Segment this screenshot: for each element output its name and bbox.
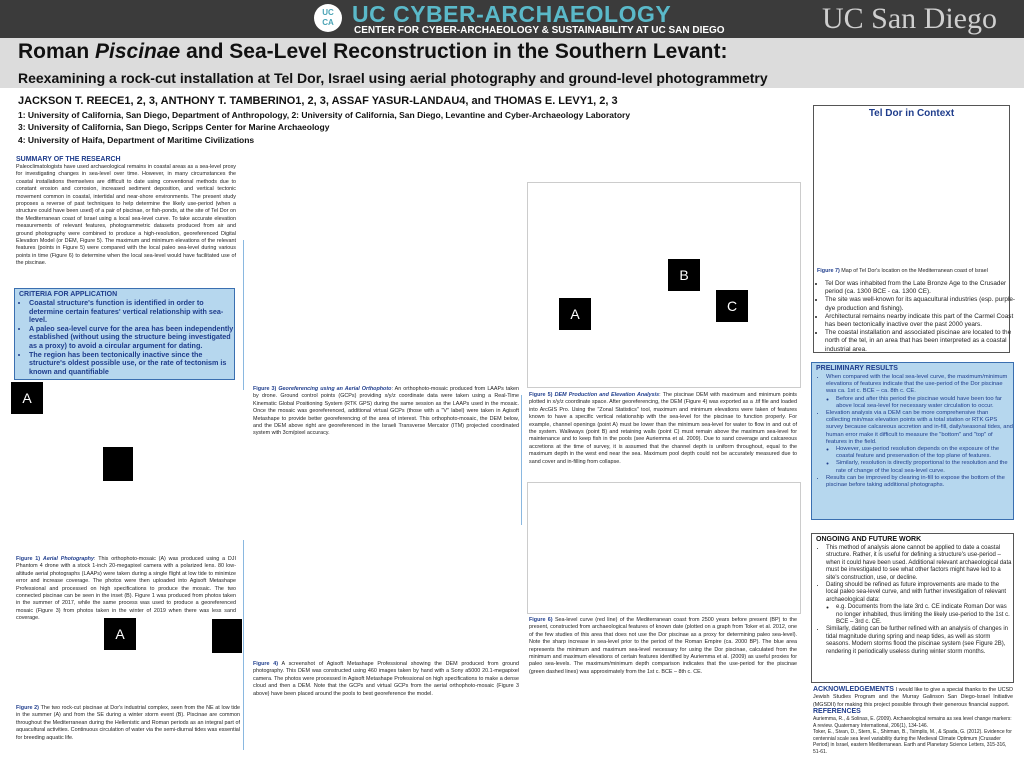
poster-subtitle: Reexamining a rock-cut installation at Tel Dor, Israel using aerial photography and ground-level photogrammetry <box>18 70 768 86</box>
fig1-label-a: A <box>11 382 43 414</box>
affiliation-1: 1: University of California, San Diego, Department of Anthropology, 2: University of California, San Diego, Levantine and Cyber-Archaeology Laboratory <box>18 110 631 120</box>
fig2-label-a: A <box>104 618 136 650</box>
fig4-caption: Figure 4) A screenshot of Agisoft Metashape Professional showing the DEM produced from ground photography. This DEM was constructed using 460 images taken by hand with a Sony a5000 20.1-megapixel camera. The photos were processed in Agisoft Metashape Professional on high specifications to make a dense cloud and then a DEM. Note that the GCPs and virtual GCPs from the aerial orthophoto-mosaic (Figure 3 above) have been placed around the pools to best georeference the model. <box>253 661 520 697</box>
prelim-list <box>812 374 1013 489</box>
references-list <box>813 716 1013 756</box>
context-bullet: • Architectural remains nearby indicate this part of the Carmel Coast has been tectonically inactive over the past 2000 years. <box>825 313 1017 329</box>
fig3-caption: Figure 3) Georeferencing using an Aerial Orthophoto: An orthophoto-mosaic produced from LAAPs taken by drone. Ground control points (GCPs) providing x/y/z coordinate data were taken using a Real-Time Kinematic Global Positioning System (RTK GPS) during the same session as the LAAPs used in the mosaic. Once the mosaic was georeferenced, additional virtual GCPs (those with a "V" label) were taken in Agisoft Metashape to provide better georeferencing of the area of interest. This orthophoto-mosaic, the DEM below, and the DEM above right are georeferenced in the Israeli Transverse Mercator (ITM) projected coordinated system with 3cm/pixel accuracy. <box>253 386 520 437</box>
fig5-point-b: B <box>668 259 700 291</box>
context-list <box>813 280 1017 354</box>
ongoing-bullet: • Similarly, dating can be further refined with an analysis of changes in tidal magnitude during spring and neap tides, as well as storm seasons. Modern storms flood the piscinae system (see Figure 2B), rendering it periodically useless during winter storm months. <box>826 626 1013 656</box>
fig5-point-a: A <box>559 298 591 330</box>
column-divider <box>243 240 244 390</box>
prelim-bullet: • Results can be improved by clearing in-fill to expose the bottom of the piscinae before taking additional photographs. <box>826 475 1013 489</box>
fig5-caption: Figure 5) DEM Production and Elevation Analysis: The piscinae DEM with maximum and minimum points plotted in x/y/z coordinate space. After georeferencing, the DEM (Figure 4) was exported as a .tif file and loaded into ArcGIS Pro. Using the "Zonal Statistics" tool, maximum and minimum elevations were taken of features known to have a specific vertical relationship with the sea-level for the piscinae to function properly. For example, channel openings (point A) must be lower than the minimum sea-level for water to flow in and out of the system. Walkways (point B) and retaining walls (point C) must remain above the maximum sea-level for maintenance and to keep fish in the pools (see Auriemma et al. 2009). Due to sand coverage and calcareous accretions at the time of survey, it is assumed that the channel depth is uniform throughout, equal to the maximum depth in the west end near the sea. Maximum pool depth could not be accurately measured due to sand cover and in-filling from collapse. <box>529 392 797 465</box>
prelim-subbullet: ◦ Similarly, resolution is directly proportional to the resolution and the rate of change of the local sea-level curve. <box>836 460 1013 474</box>
prelim-subbullet: ◦ However, use-period resolution depends on the exposure of the coastal feature and preservation of the top plane of features. <box>836 446 1013 460</box>
fig2-caption: Figure 2) The two rock-cut piscinae at Dor's industrial complex, seen from the NE at low tide in the summer (A) and from the SE during a winter storm event (B). Piscinae are common throughout the Mediterranean during the Hellenistic and Roman periods as an integral part of aquacultural activities. Continuous circulation of water via the semi-diurnal tides was essential for breeding aquatic life. <box>16 705 241 741</box>
ongoing-bullet: • This method of analysis alone cannot be applied to date a coastal structure. Rather, it is useful for defining a structure's use-period – when it could have been used. Additional relevant archaeological data must be investigated to see what other factors might have led to a site's construction, use, or decline. <box>826 545 1013 582</box>
fig1-caption: Figure 1) Aerial Photography: This orthophoto-mosaic (A) was produced using a DJI Phantom 4 drone with a stock 1-inch 20-megapixel camera with a polarized lens. 80 low-altitude aerial photographs (LAAPs) were taken during a single flight at low tide to minimize error and increase coverage. The photos were then uploaded into Agisoft Metashape Professional and processed on high specifications to produce the mosaic. The two connected piscinae can be seen in the inset (B). Figure 1 was produced from photos taken in the summer of 2017, while the same process was used to produce a georeferenced mosaic (Figure 3) from photos taken in the winter of 2019 when there was less sand coverage. <box>16 556 236 622</box>
criteria-item: • Coastal structure's function is identified in order to determine certain features' vertical relationship with sea-level. <box>29 299 234 325</box>
context-bullet: • Tel Dor was inhabited from the Late Bronze Age to the Crusader period (ca. 1300 BCE - ca. 1300 CE). <box>825 280 1017 296</box>
criteria-list <box>15 299 234 376</box>
fig6-sea-level-graph <box>527 482 801 614</box>
fig2-label-b <box>212 619 242 653</box>
summary-text: Paleoclimatologists have used archaeological remains in coastal areas as a sea-level proxy for investigating changes in sea-level over time. However, in many circumstances the coastal installations themselves are difficult to date using conventional methods due to constant erosion and corrosion, increased sediment deposition, and vertical tectonic movement common in coastal, intertidal and near-shore environments. The present study proposes a reverse of past techniques to help determine the likely use-period (when a structure could have been used) of a pair of piscinae, or fish-ponds, at the site of Tel Dor on the Mediterranean coast of Israel using a local sea-level curve. To take accurate elevation measurements of relevant features, photogrammetric datasets produced from air and ground photography were combined to produce a high-resolution, georeferenced Digital Elevation Model (or DEM, Figure 5). The maximum and minimum elevations of the relevant features (points in Figure 5) were compared with the local paleo sea-level during various points in time (Figure 6) to determine when the local sea-level would have facilitated use of the piscinae. <box>16 164 236 267</box>
prelim-subbullet: ◦ Before and after this period the piscinae would have been too far above local sea-level for necessary water circulation to occur. <box>836 396 1013 410</box>
context-heading: Tel Dor in Context <box>868 108 955 119</box>
column-divider <box>243 540 244 750</box>
fig5-dem-image <box>527 182 801 388</box>
references-heading: REFERENCES <box>813 708 861 715</box>
authors-line: JACKSON T. REECE1, 2, 3, ANTHONY T. TAMBERINO1, 2, 3, ASSAF YASUR-LANDAU4, and THOMAS E. LEVY1, 2, 3 <box>18 95 618 107</box>
poster-title: Roman Piscinae and Sea-Level Reconstruction in the Southern Levant: <box>18 40 728 63</box>
ongoing-subbullet: ◦ e.g. Documents from the late 3rd c. CE indicate Roman Dor was no longer inhabited, thus limiting the likely use-period to the 1st c. BCE – 3rd c. CE. <box>836 604 1013 626</box>
ongoing-list <box>812 545 1013 656</box>
fig5-point-c: C <box>716 290 748 322</box>
reference-item: Auriemma, R., & Solinas, E. (2009). Archaeological remains as sea level change markers: A review. Quaternary International, 206(1), 134-146. <box>813 716 1012 729</box>
ack-heading: ACKNOWLEDGEMENTS <box>813 686 894 693</box>
column-divider <box>521 395 522 525</box>
org-subtitle: CENTER FOR CYBER-ARCHAEOLOGY & SUSTAINABILITY AT UC SAN DIEGO <box>354 25 725 36</box>
context-bullet: • The site was well-known for its aquacultural industries (esp. purple-dye production and fishing). <box>825 296 1017 312</box>
reference-item: Toker, E., Sivan, D., Stern, E., Shirman, B., Tsimplis, M., & Spada, G. (2012). Evidence for centennial scale sea level variability during the Medieval Climate Optimum (Crusader Period) in Israel, eastern Mediterranean. Earth and Planetary Science Letters, 315-316, 51-61. <box>813 729 1012 755</box>
org-title: UC CYBER-ARCHAEOLOGY <box>352 1 672 27</box>
preliminary-results-box <box>811 362 1014 520</box>
ongoing-bullet: • Dating should be refined as future improvements are made to the local paleo sea-level curve, and with further investigation of relevant archaeological data: ◦ e.g. Documents from the late 3rd c. CE indicate Roman Dor was no longer inhabited, thus limiting the likely use-period to the 1st c. BCE – 3rd c. CE. <box>826 582 1013 626</box>
fig6-caption: Figure 6) Sea-level curve (red line) of the Mediterranean coast from 2500 years before present (BP) to the present, constructed from archaeological features of known date (plotted on a graph from Toker et al. 2012, one of the few studies of this area that does not use the Dor piscinae as a proxy for determining paleo sea-level). Note the sharp increase in sea-level prior to the period of the Roman Empire (ca. 2000 BP). The blue area represents the minimum and maximum sea-level necessary for using the Dor piscinae, calculated from the minimum and maximum elevations of certain features identified by Auriemma et al. (2009) as useful proxies for paleo sea-levels. The maximum/minimum depth comparison indicates that the use-period for the piscinae (green dashed lines) was approximately from the 1st c. BCE – 8th c. CE. <box>529 617 798 675</box>
criteria-box <box>14 288 235 380</box>
fig1-inset-b <box>103 447 133 481</box>
prelim-bullet: • When compared with the local sea-level curve, the maximum/minimum elevations of features indicate that the use-period of the Dor piscinae was ca. 1st c. BCE – ca. 8th c. CE. ◦ Before and after this period the piscinae would have been too far above local sea-level for necessary water circulation to occur. <box>826 374 1013 410</box>
ongoing-work-box <box>811 533 1014 683</box>
summary-heading: SUMMARY OF THE RESEARCH <box>16 156 121 163</box>
acknowledgements: ACKNOWLEDGEMENTS I would like to give a special thanks to the UCSD Jewish Studies Program and the Murray Galinson San Diego-Israel Initiative (MGSDII) for making this project possible through their generous financial support. <box>813 686 1013 708</box>
uc-ca-logo-text: UC CA <box>322 8 334 27</box>
ongoing-heading: ONGOING AND FUTURE WORK <box>816 536 922 543</box>
affiliation-3: 4: University of Haifa, Department of Maritime Civilizations <box>18 135 255 145</box>
affiliation-2: 3: University of California, San Diego, Scripps Center for Marine Archaeology <box>18 122 330 132</box>
criteria-item: • The region has been tectonically inactive since the structure's oldest possible use, or the rate of tectonism is known and quantifiable <box>29 351 234 377</box>
criteria-heading: CRITERIA FOR APPLICATION <box>19 291 118 298</box>
prelim-bullet: • Elevation analysis via a DEM can be more comprehensive than collecting min/max elevation points with a total station or RTK GPS survey because calcareous accretion and in-fill, daily/seasonal tides, and human error make it difficult to measure the "bottom" and "top" of features in the field. ◦ However, use-period resolution depends on the exposure of the coastal feature and preservation of the top plane of features. ◦ Similarly, resolution is directly proportional to the resolution and the rate of change of the local sea-level curve. <box>826 410 1013 475</box>
fig7-caption: Figure 7) Map of Tel Dor's location on the Mediterranean coast of Israel <box>817 268 988 274</box>
context-bullet: • The coastal installation and associated piscinae are located to the north of the tel, in an area that has been interpreted as a coastal industrial area. <box>825 329 1017 354</box>
criteria-item: • A paleo sea-level curve for the area has been independently established (without using the structure being investigated as a proxy) to avoid a circular argument for dating. <box>29 325 234 351</box>
prelim-heading: PRELIMINARY RESULTS <box>816 365 898 372</box>
ucsd-logo: UC San Diego <box>822 2 997 35</box>
